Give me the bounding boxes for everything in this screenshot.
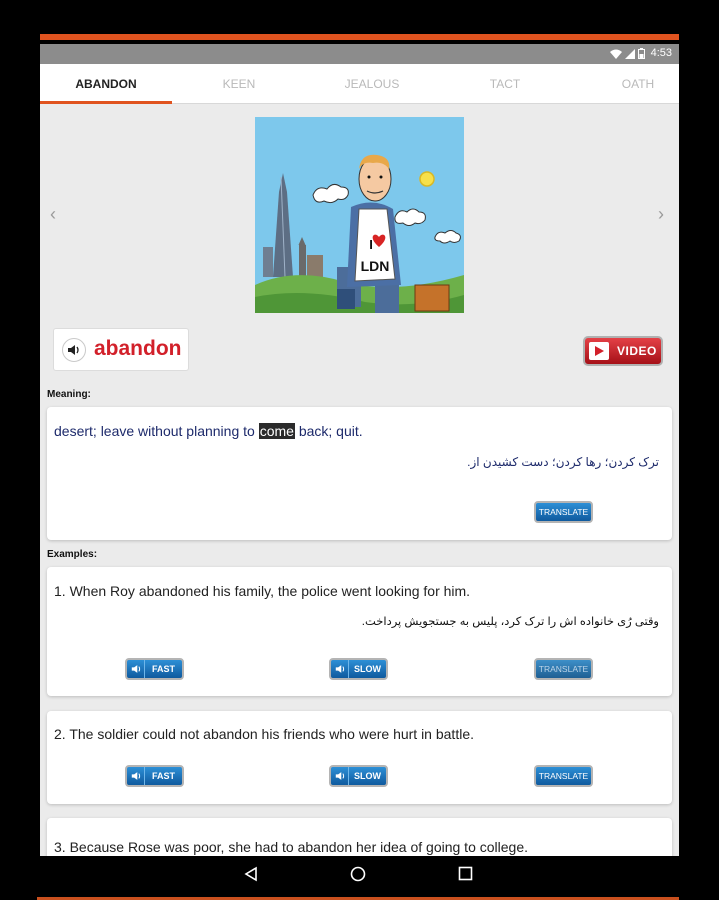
pronounce-button[interactable] — [62, 338, 86, 362]
example-2-translate-button[interactable]: TRANSLATE — [534, 765, 593, 787]
fast-label: FAST — [151, 771, 175, 781]
example-1-fast-button[interactable] — [125, 658, 184, 680]
tab-jealous[interactable]: JEALOUS — [344, 77, 400, 91]
example-1-persian: وقتی رُی خانواده اش را ترک کرد، پلیس به جستجویش پرداخت. — [361, 616, 659, 628]
meaning-card — [47, 407, 672, 540]
example-2-fast-button[interactable] — [125, 765, 184, 787]
speaker-icon — [128, 767, 145, 785]
recents-icon[interactable] — [458, 866, 473, 881]
top-accent-bar — [40, 34, 679, 40]
example-card-2 — [47, 711, 672, 804]
video-button[interactable] — [583, 336, 663, 366]
word-card — [53, 328, 189, 371]
speaker-icon — [332, 767, 349, 785]
previous-image-arrow[interactable]: ‹ — [50, 204, 56, 224]
example-2-slow-button[interactable] — [329, 765, 388, 787]
example-3-english: 3. Because Rose was poor, she had to abandon her idea of going to college. — [54, 839, 529, 855]
shirt-text-ldn: LDN — [360, 258, 390, 274]
clock: 4:53 — [650, 47, 672, 59]
tab-oath[interactable]: OATH — [621, 77, 655, 91]
illustration-graphic — [255, 117, 464, 313]
example-1-slow-button[interactable] — [329, 658, 388, 680]
speaker-icon — [128, 660, 145, 678]
meaning-label: Meaning: — [47, 389, 91, 400]
word-title: abandon — [94, 337, 182, 360]
video-button-label: VIDEO — [617, 344, 657, 358]
example-1-translate-button[interactable]: TRANSLATE — [534, 658, 593, 680]
example-card-3 — [47, 818, 672, 856]
word-illustration — [255, 117, 464, 313]
play-icon — [589, 342, 609, 360]
signal-icon — [625, 49, 635, 59]
meaning-english — [54, 423, 363, 439]
word-tabs — [40, 64, 679, 104]
meaning-translate-button[interactable]: TRANSLATE — [534, 501, 593, 523]
tab-tact[interactable]: TACT — [489, 77, 521, 91]
meaning-highlighted-word: come — [259, 423, 294, 439]
next-image-arrow[interactable]: › — [658, 204, 664, 224]
wifi-icon — [610, 49, 622, 59]
example-card-1 — [47, 567, 672, 696]
example-1-english: 1. When Roy abandoned his family, the police went looking for him. — [54, 583, 471, 599]
speaker-icon — [67, 344, 81, 356]
back-icon[interactable] — [243, 866, 259, 882]
slow-label: SLOW — [354, 771, 381, 781]
shirt-text-i: I — [369, 237, 373, 252]
fast-label: FAST — [151, 664, 175, 674]
home-icon[interactable] — [350, 866, 366, 882]
examples-label: Examples: — [47, 549, 98, 560]
example-2-english: 2. The soldier could not abandon his friends who were hurt in battle. — [54, 726, 474, 742]
meaning-text-part2: back; quit. — [294, 423, 363, 439]
navigation-bar — [0, 856, 719, 900]
meaning-text-part1: desert; leave without planning to — [54, 423, 259, 439]
meaning-persian: ترک کردن؛ رها کردن؛ دست کشیدن از. — [467, 455, 659, 469]
speaker-icon — [332, 660, 349, 678]
battery-icon — [638, 48, 645, 59]
app-screen — [40, 64, 679, 856]
status-bar — [40, 44, 679, 64]
tab-keen[interactable]: KEEN — [222, 77, 256, 91]
slow-label: SLOW — [354, 664, 381, 674]
tab-abandon[interactable]: ABANDON — [40, 64, 172, 104]
